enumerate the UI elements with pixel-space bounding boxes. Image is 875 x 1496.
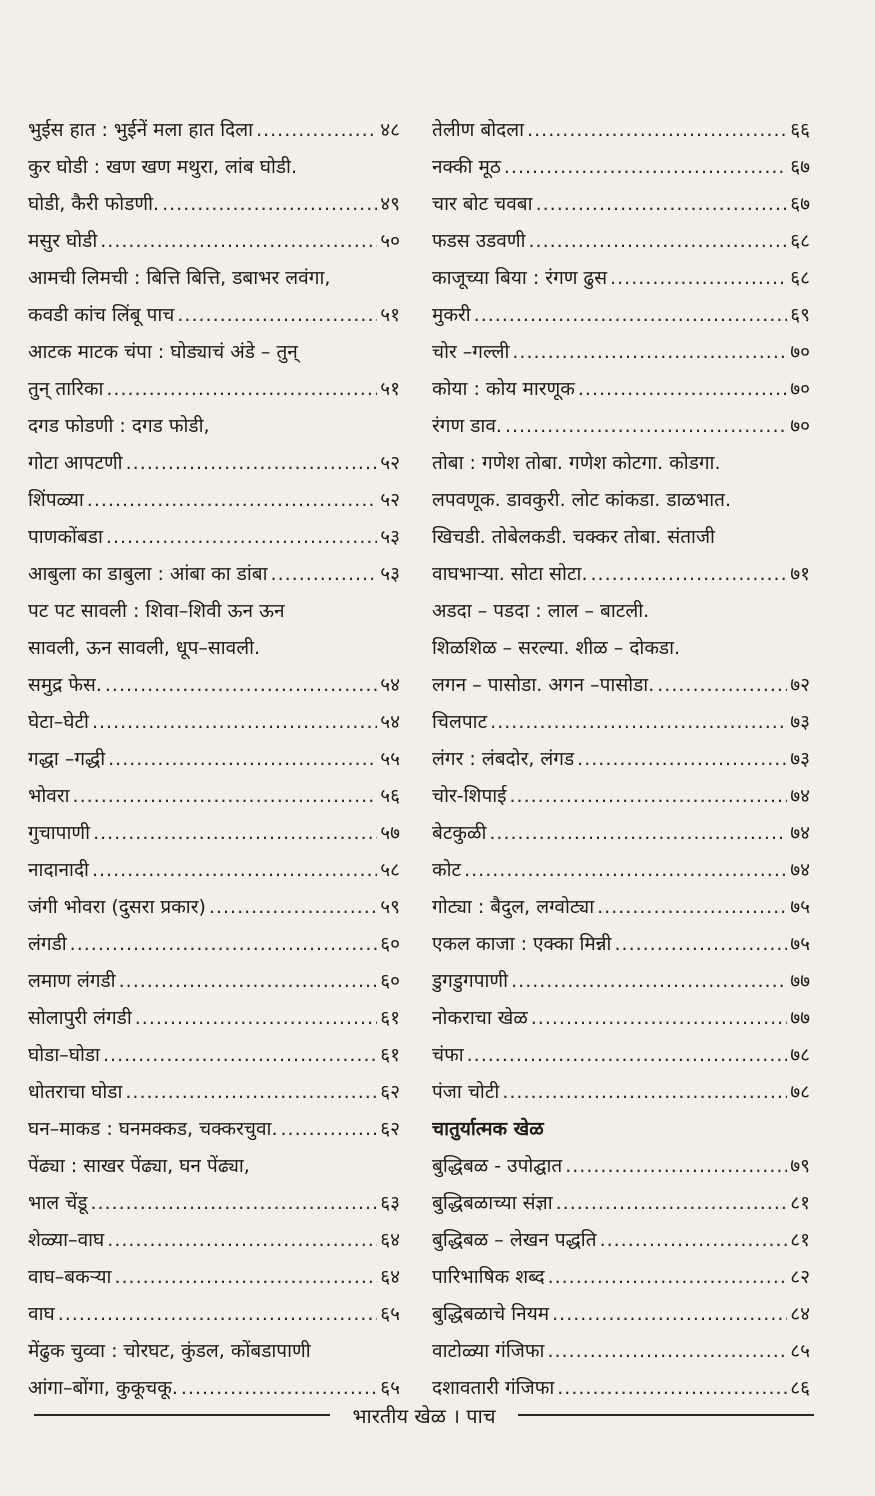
- dot-leader: [107, 1222, 377, 1259]
- toc-entry-title: गुचापाणी: [28, 822, 91, 844]
- toc-entry-page-number: ६१: [380, 1007, 400, 1029]
- toc-entry-page-number: ७७: [790, 1007, 810, 1029]
- toc-entry: [28, 704, 400, 741]
- toc-entry-title: पेंढ्या : साखर पेंढ्या, घन पेंढ्या,: [28, 1155, 250, 1177]
- toc-entry: [28, 741, 400, 778]
- toc-entry-page-number: ८१: [790, 1192, 810, 1214]
- toc-entry-title: बुद्धिबळाचे नियम: [432, 1303, 550, 1325]
- toc-entry-title: चोर-शिपाई: [432, 785, 507, 807]
- toc-entry-title: सावली, ऊन सावली, धूप–सावली.: [28, 637, 261, 659]
- toc-entry-page-number: ५५: [380, 748, 400, 770]
- toc-entry-page-number: ७५: [790, 896, 810, 918]
- toc-entry: [28, 445, 400, 482]
- dot-leader: [58, 1296, 378, 1333]
- toc-entry-page-number: ४८: [380, 119, 400, 141]
- toc-entry: [432, 593, 810, 630]
- toc-entry-page-number: ७०: [790, 378, 810, 400]
- dot-leader: [73, 778, 378, 815]
- toc-entry-title: कवडी कांच लिंबू पाच: [28, 304, 175, 326]
- toc-entry: [432, 926, 810, 963]
- toc-entry-page-number: ६४: [380, 1266, 400, 1288]
- toc-entry-page-number: ६८: [790, 267, 810, 289]
- toc-entry: [28, 1185, 400, 1222]
- toc-entry-page-number: ६३: [380, 1192, 400, 1214]
- toc-entry-page-number: ७८: [790, 1044, 810, 1066]
- toc-entry-page-number: ६२: [380, 1081, 400, 1103]
- toc-entry: [28, 852, 400, 889]
- dot-leader: [100, 223, 377, 260]
- toc-entry-title: धोतराचा घोडा: [28, 1081, 123, 1103]
- toc-entry-title: लमाण लंगडी: [28, 970, 116, 992]
- toc-entry-title: दगड फोडणी : दगड फोडी,: [28, 415, 210, 437]
- toc-entry-title: लंगर : लंबदोर, लंगड: [432, 748, 575, 770]
- toc-entry-title: चातुर्यात्मक खेळ: [432, 1118, 544, 1140]
- dot-leader: [504, 149, 787, 186]
- toc-entry: [28, 1296, 400, 1333]
- dot-leader: [93, 815, 377, 852]
- toc-entry-title: आंगा–बोंगा, कुकूचकू.: [28, 1377, 178, 1399]
- toc-entry: [28, 1222, 400, 1259]
- toc-entry: [28, 1259, 400, 1296]
- toc-entry: [432, 334, 810, 371]
- toc-entry-page-number: ५८: [380, 859, 400, 881]
- dot-leader: [108, 741, 377, 778]
- toc-entry-page-number: ७३: [790, 711, 810, 733]
- toc-entry-title: खिचडी. तोबेलकडी. चक्कर तोबा. संताजी: [432, 526, 715, 548]
- toc-entry-title: आमची लिमची : बित्ति बित्ति, डबाभर लवंगा,: [28, 267, 331, 289]
- toc-entry-page-number: ६५: [380, 1303, 400, 1325]
- toc-entry-title: लगन – पासोडा. अगन –पासोडा.: [432, 674, 655, 696]
- toc-entry-page-number: ६९: [790, 304, 810, 326]
- toc-entry-page-number: ६१: [380, 1044, 400, 1066]
- dot-leader: [536, 186, 788, 223]
- dot-leader: [552, 1296, 787, 1333]
- dot-leader: [505, 408, 787, 445]
- toc-entry-title: कोट: [432, 859, 462, 881]
- toc-entry: [28, 556, 400, 593]
- toc-entry: [432, 371, 810, 408]
- toc-entry: [28, 926, 400, 963]
- toc-entry-title: पट पट सावली : शिवा–शिवी ऊन ऊन: [28, 600, 285, 622]
- toc-entry-page-number: ५०: [380, 230, 400, 252]
- dot-leader: [90, 1185, 377, 1222]
- toc-entry: [28, 519, 400, 556]
- dot-leader: [614, 926, 787, 963]
- toc-entry: [432, 1000, 810, 1037]
- toc-entry-page-number: ७०: [790, 415, 810, 437]
- toc-entry-title: बेटकुळी: [432, 822, 487, 844]
- toc-left-column: [28, 112, 400, 1407]
- toc-entry: [28, 593, 400, 630]
- toc-entry-page-number: ५४: [380, 674, 400, 696]
- toc-entry-title: आटक माटक चंपा : घोड्याचं अंडे – तुन्: [28, 341, 298, 363]
- toc-entry-page-number: ५३: [380, 563, 400, 585]
- toc-entry-title: डुगडुगपाणी: [432, 970, 509, 992]
- footer-rule-right: [518, 1414, 814, 1416]
- dot-leader: [271, 556, 378, 593]
- toc-entry: [432, 1333, 810, 1370]
- toc-entry: [28, 1148, 400, 1185]
- toc-entry-title: सोलापुरी लंगडी: [28, 1007, 132, 1029]
- dot-leader: [657, 667, 787, 704]
- dot-leader: [209, 889, 377, 926]
- toc-entry: [28, 1037, 400, 1074]
- page-footer: [34, 1400, 814, 1430]
- dot-leader: [490, 704, 787, 741]
- toc-entry-title: रंगण डाव.: [432, 415, 502, 437]
- toc-entry-page-number: ८४: [790, 1303, 810, 1325]
- toc-entry-title: समुद्र फेस.: [28, 674, 102, 696]
- toc-entry-title: मेंढुक चुव्वा : चोरघट, कुंडल, कोंबडापाणी: [28, 1340, 311, 1362]
- toc-entry-title: वाघ: [28, 1303, 55, 1325]
- dot-leader: [548, 1259, 788, 1296]
- toc-entry-page-number: ५४: [380, 711, 400, 733]
- toc-entry: [28, 408, 400, 445]
- dot-leader: [474, 297, 788, 334]
- footer-text: भारतीय खेळ । पाच: [352, 1403, 496, 1428]
- toc-entry-page-number: ४९: [380, 193, 400, 215]
- toc-entry-title: जंगी भोवरा (दुसरा प्रकार): [28, 896, 206, 918]
- toc-entry: [432, 815, 810, 852]
- footer-rule-left: [34, 1414, 330, 1416]
- toc-entry-page-number: ५२: [380, 489, 400, 511]
- toc-entry-page-number: ८५: [790, 1340, 810, 1362]
- toc-entry-page-number: ६७: [790, 193, 810, 215]
- toc-entry-page-number: ७४: [790, 785, 810, 807]
- dot-leader: [591, 556, 788, 593]
- toc-entry-page-number: ६२: [380, 1118, 400, 1140]
- dot-leader: [597, 889, 787, 926]
- toc-entry-page-number: ७९: [790, 1155, 810, 1177]
- toc-entry: [28, 1111, 400, 1148]
- dot-leader: [578, 371, 787, 408]
- toc-entry-page-number: ५७: [380, 822, 400, 844]
- toc-entry: [28, 963, 400, 1000]
- toc-entry-title: नक्की मूठ: [432, 156, 501, 178]
- toc-entry-page-number: ६८: [790, 230, 810, 252]
- toc-entry: [432, 889, 810, 926]
- toc-entry-title: कोया : कोय मारणूक: [432, 378, 575, 400]
- toc-entry-title: घोडा–घोडा: [28, 1044, 100, 1066]
- toc-entry: [28, 889, 400, 926]
- toc-entry-page-number: ५१: [380, 378, 400, 400]
- toc-entry-title: भाल चेंडू: [28, 1192, 88, 1214]
- toc-entry-page-number: ७४: [790, 822, 810, 844]
- dot-leader: [103, 1037, 377, 1074]
- dot-leader: [125, 1074, 377, 1111]
- toc-entry-page-number: ७८: [790, 1081, 810, 1103]
- toc-entry-title: मसुर घोडी: [28, 230, 98, 252]
- toc-entry: [432, 186, 810, 223]
- toc-entry-title: तोबा : गणेश तोबा. गणेश कोटगा. कोडगा.: [432, 452, 721, 474]
- toc-entry: [432, 556, 810, 593]
- toc-entry-title: कुर घोडी : खण खण मथुरा, लांब घोडी.: [28, 156, 297, 178]
- toc-entry: [28, 149, 400, 186]
- dot-leader: [464, 852, 787, 889]
- toc-entry-title: गोटा आपटणी: [28, 452, 123, 474]
- toc-entry-page-number: ६०: [380, 933, 400, 955]
- dot-leader: [510, 778, 788, 815]
- toc-entry-title: चार बोट चवबा: [432, 193, 533, 215]
- toc-entry-page-number: ७३: [790, 748, 810, 770]
- toc-entry: [432, 1148, 810, 1185]
- dot-leader: [467, 1037, 788, 1074]
- toc-entry-title: वाटोळ्या गंजिफा: [432, 1340, 545, 1362]
- toc-section-heading: [432, 1111, 810, 1148]
- dot-leader: [106, 371, 377, 408]
- toc-entry: [432, 1074, 810, 1111]
- toc-entry: [432, 704, 810, 741]
- toc-entry: [432, 852, 810, 889]
- toc-entry-page-number: ६७: [790, 156, 810, 178]
- dot-leader: [489, 815, 787, 852]
- toc-entry: [28, 1074, 400, 1111]
- toc-entry-title: दशावतारी गंजिफा: [432, 1377, 555, 1399]
- toc-entry-page-number: ८२: [790, 1266, 810, 1288]
- dot-leader: [256, 112, 377, 149]
- toc-entry-title: शिंपळ्या: [28, 489, 84, 511]
- toc-entry-title: घन–माकड : घनमक्कड, चक्करचुवा.: [28, 1118, 278, 1140]
- toc-entry: [28, 815, 400, 852]
- toc-entry: [28, 482, 400, 519]
- toc-entry-title: अडदा – पडदा : लाल – बाटली.: [432, 600, 650, 622]
- dot-leader: [126, 445, 378, 482]
- toc-entry-title: वाघभाऱ्या. सोटा सोटा.: [432, 563, 588, 585]
- toc-entry-title: वाघ–बकऱ्या: [28, 1266, 112, 1288]
- toc-entry-title: पाणकोंबडा: [28, 526, 103, 548]
- toc-entry: [28, 112, 400, 149]
- toc-entry-page-number: ७७: [790, 970, 810, 992]
- toc-entry: [28, 778, 400, 815]
- toc-entry-page-number: ५२: [380, 452, 400, 474]
- dot-leader: [547, 1333, 787, 1370]
- dot-leader: [92, 704, 377, 741]
- dot-leader: [600, 1222, 788, 1259]
- dot-leader: [502, 1074, 787, 1111]
- toc-entry: [432, 741, 810, 778]
- toc-entry: [28, 186, 400, 223]
- toc-entry: [432, 260, 810, 297]
- dot-leader: [119, 963, 378, 1000]
- dot-leader: [105, 667, 377, 704]
- toc-entry: [432, 1185, 810, 1222]
- toc-entry-title: बुद्धिबळ – लेखन पद्धति: [432, 1229, 597, 1251]
- toc-entry-title: घेटा–घेटी: [28, 711, 89, 733]
- toc-entry-title: काजूच्या बिया : रंगण ढुस: [432, 267, 608, 289]
- toc-entry-title: भोवरा: [28, 785, 70, 807]
- toc-entry: [432, 1296, 810, 1333]
- dot-leader: [135, 1000, 377, 1037]
- toc-entry-title: पंजा चोटी: [432, 1081, 500, 1103]
- toc-entry-title: गद्धा –गद्धी: [28, 748, 106, 770]
- toc-entry: [432, 630, 810, 667]
- dot-leader: [87, 482, 377, 519]
- dot-leader: [529, 223, 788, 260]
- toc-entry-title: पारिभाषिक शब्द: [432, 1266, 545, 1288]
- toc-entry: [28, 223, 400, 260]
- toc-entry-title: बुद्धिबळ - उपोद्घात: [432, 1155, 563, 1177]
- toc-entry-page-number: ८१: [790, 1229, 810, 1251]
- toc-entry: [28, 667, 400, 704]
- dot-leader: [162, 186, 377, 223]
- toc-entry-page-number: ७२: [790, 674, 810, 696]
- toc-entry-page-number: ७१: [790, 563, 810, 585]
- toc-entry-title: बुद्धिबळाच्या संज्ञा: [432, 1192, 553, 1214]
- toc-entry: [432, 408, 810, 445]
- toc-entry-title: एकल काजा : एक्का मिन्नी: [432, 933, 612, 955]
- toc-entry-title: लपवणूक. डावकुरी. लोट कांकडा. डाळभात.: [432, 489, 732, 511]
- toc-entry: [432, 112, 810, 149]
- toc-entry-title: भुईस हात : भुईनें मला हात दिला: [28, 119, 254, 141]
- toc-entry-title: चंफा: [432, 1044, 464, 1066]
- toc-entry: [28, 630, 400, 667]
- toc-entry: [28, 297, 400, 334]
- toc-entry: [432, 519, 810, 556]
- dot-leader: [512, 334, 787, 371]
- dot-leader: [281, 1111, 378, 1148]
- toc-entry-title: नोकराचा खेळ: [432, 1007, 528, 1029]
- toc-entry-page-number: ६४: [380, 1229, 400, 1251]
- toc-entry: [432, 778, 810, 815]
- toc-entry-page-number: ८६: [790, 1377, 810, 1399]
- toc-entry-title: शिळशिळ – सरल्या. शीळ – दोकडा.: [432, 637, 681, 659]
- toc-entry-title: गोट्या : बैदुल, लग्वोट्या: [432, 896, 595, 918]
- toc-entry: [28, 371, 400, 408]
- dot-leader: [610, 260, 787, 297]
- dot-leader: [92, 852, 377, 889]
- toc-entry-title: लंगडी: [28, 933, 67, 955]
- toc-entry: [432, 1037, 810, 1074]
- toc-entry: [432, 667, 810, 704]
- dot-leader: [577, 741, 787, 778]
- toc-entry-title: मुकरी: [432, 304, 471, 326]
- toc-entry-title: तेलीण बोदला: [432, 119, 525, 141]
- dot-leader: [511, 963, 787, 1000]
- toc-entry-title: आबुला का डाबुला : आंबा का डांबा: [28, 563, 268, 585]
- toc-right-column: [432, 112, 810, 1407]
- toc-entry: [432, 223, 810, 260]
- toc-entry: [432, 149, 810, 186]
- toc-entry: [432, 1259, 810, 1296]
- toc-entry-title: घोडी, कैरी फोडणी.: [28, 193, 160, 215]
- toc-entry-title: फडस उडवणी: [432, 230, 526, 252]
- dot-leader: [106, 519, 377, 556]
- toc-entry: [432, 963, 810, 1000]
- toc-entry-title: चिलपाट: [432, 711, 488, 733]
- toc-entry-page-number: ७०: [790, 341, 810, 363]
- toc-entry-page-number: ५१: [380, 304, 400, 326]
- toc-entry: [28, 1000, 400, 1037]
- toc-entry-title: शेळ्या–वाघ: [28, 1229, 105, 1251]
- toc-entry: [432, 1222, 810, 1259]
- toc-entry: [28, 1333, 400, 1370]
- dot-leader: [531, 1000, 787, 1037]
- toc-entry-page-number: ५६: [380, 785, 400, 807]
- toc-entry: [432, 445, 810, 482]
- toc-entry: [28, 260, 400, 297]
- toc-entry-page-number: ६६: [790, 119, 810, 141]
- toc-entry-page-number: ६५: [380, 1377, 400, 1399]
- dot-leader: [70, 926, 378, 963]
- dot-leader: [556, 1185, 788, 1222]
- dot-leader: [177, 297, 377, 334]
- toc-entry-page-number: ५९: [380, 896, 400, 918]
- dot-leader: [114, 1259, 377, 1296]
- toc-entry-title: तुन् तारिका: [28, 378, 104, 400]
- toc-entry: [28, 334, 400, 371]
- toc-entry: [432, 482, 810, 519]
- toc-entry-page-number: ७५: [790, 933, 810, 955]
- dot-leader: [565, 1148, 787, 1185]
- toc-entry-page-number: ७४: [790, 859, 810, 881]
- toc-entry-title: चोर –गल्ली: [432, 341, 510, 363]
- toc-entry: [432, 297, 810, 334]
- toc-entry-title: नादानादी: [28, 859, 89, 881]
- toc-entry-page-number: ५३: [380, 526, 400, 548]
- dot-leader: [527, 112, 787, 149]
- toc-entry-page-number: ६०: [380, 970, 400, 992]
